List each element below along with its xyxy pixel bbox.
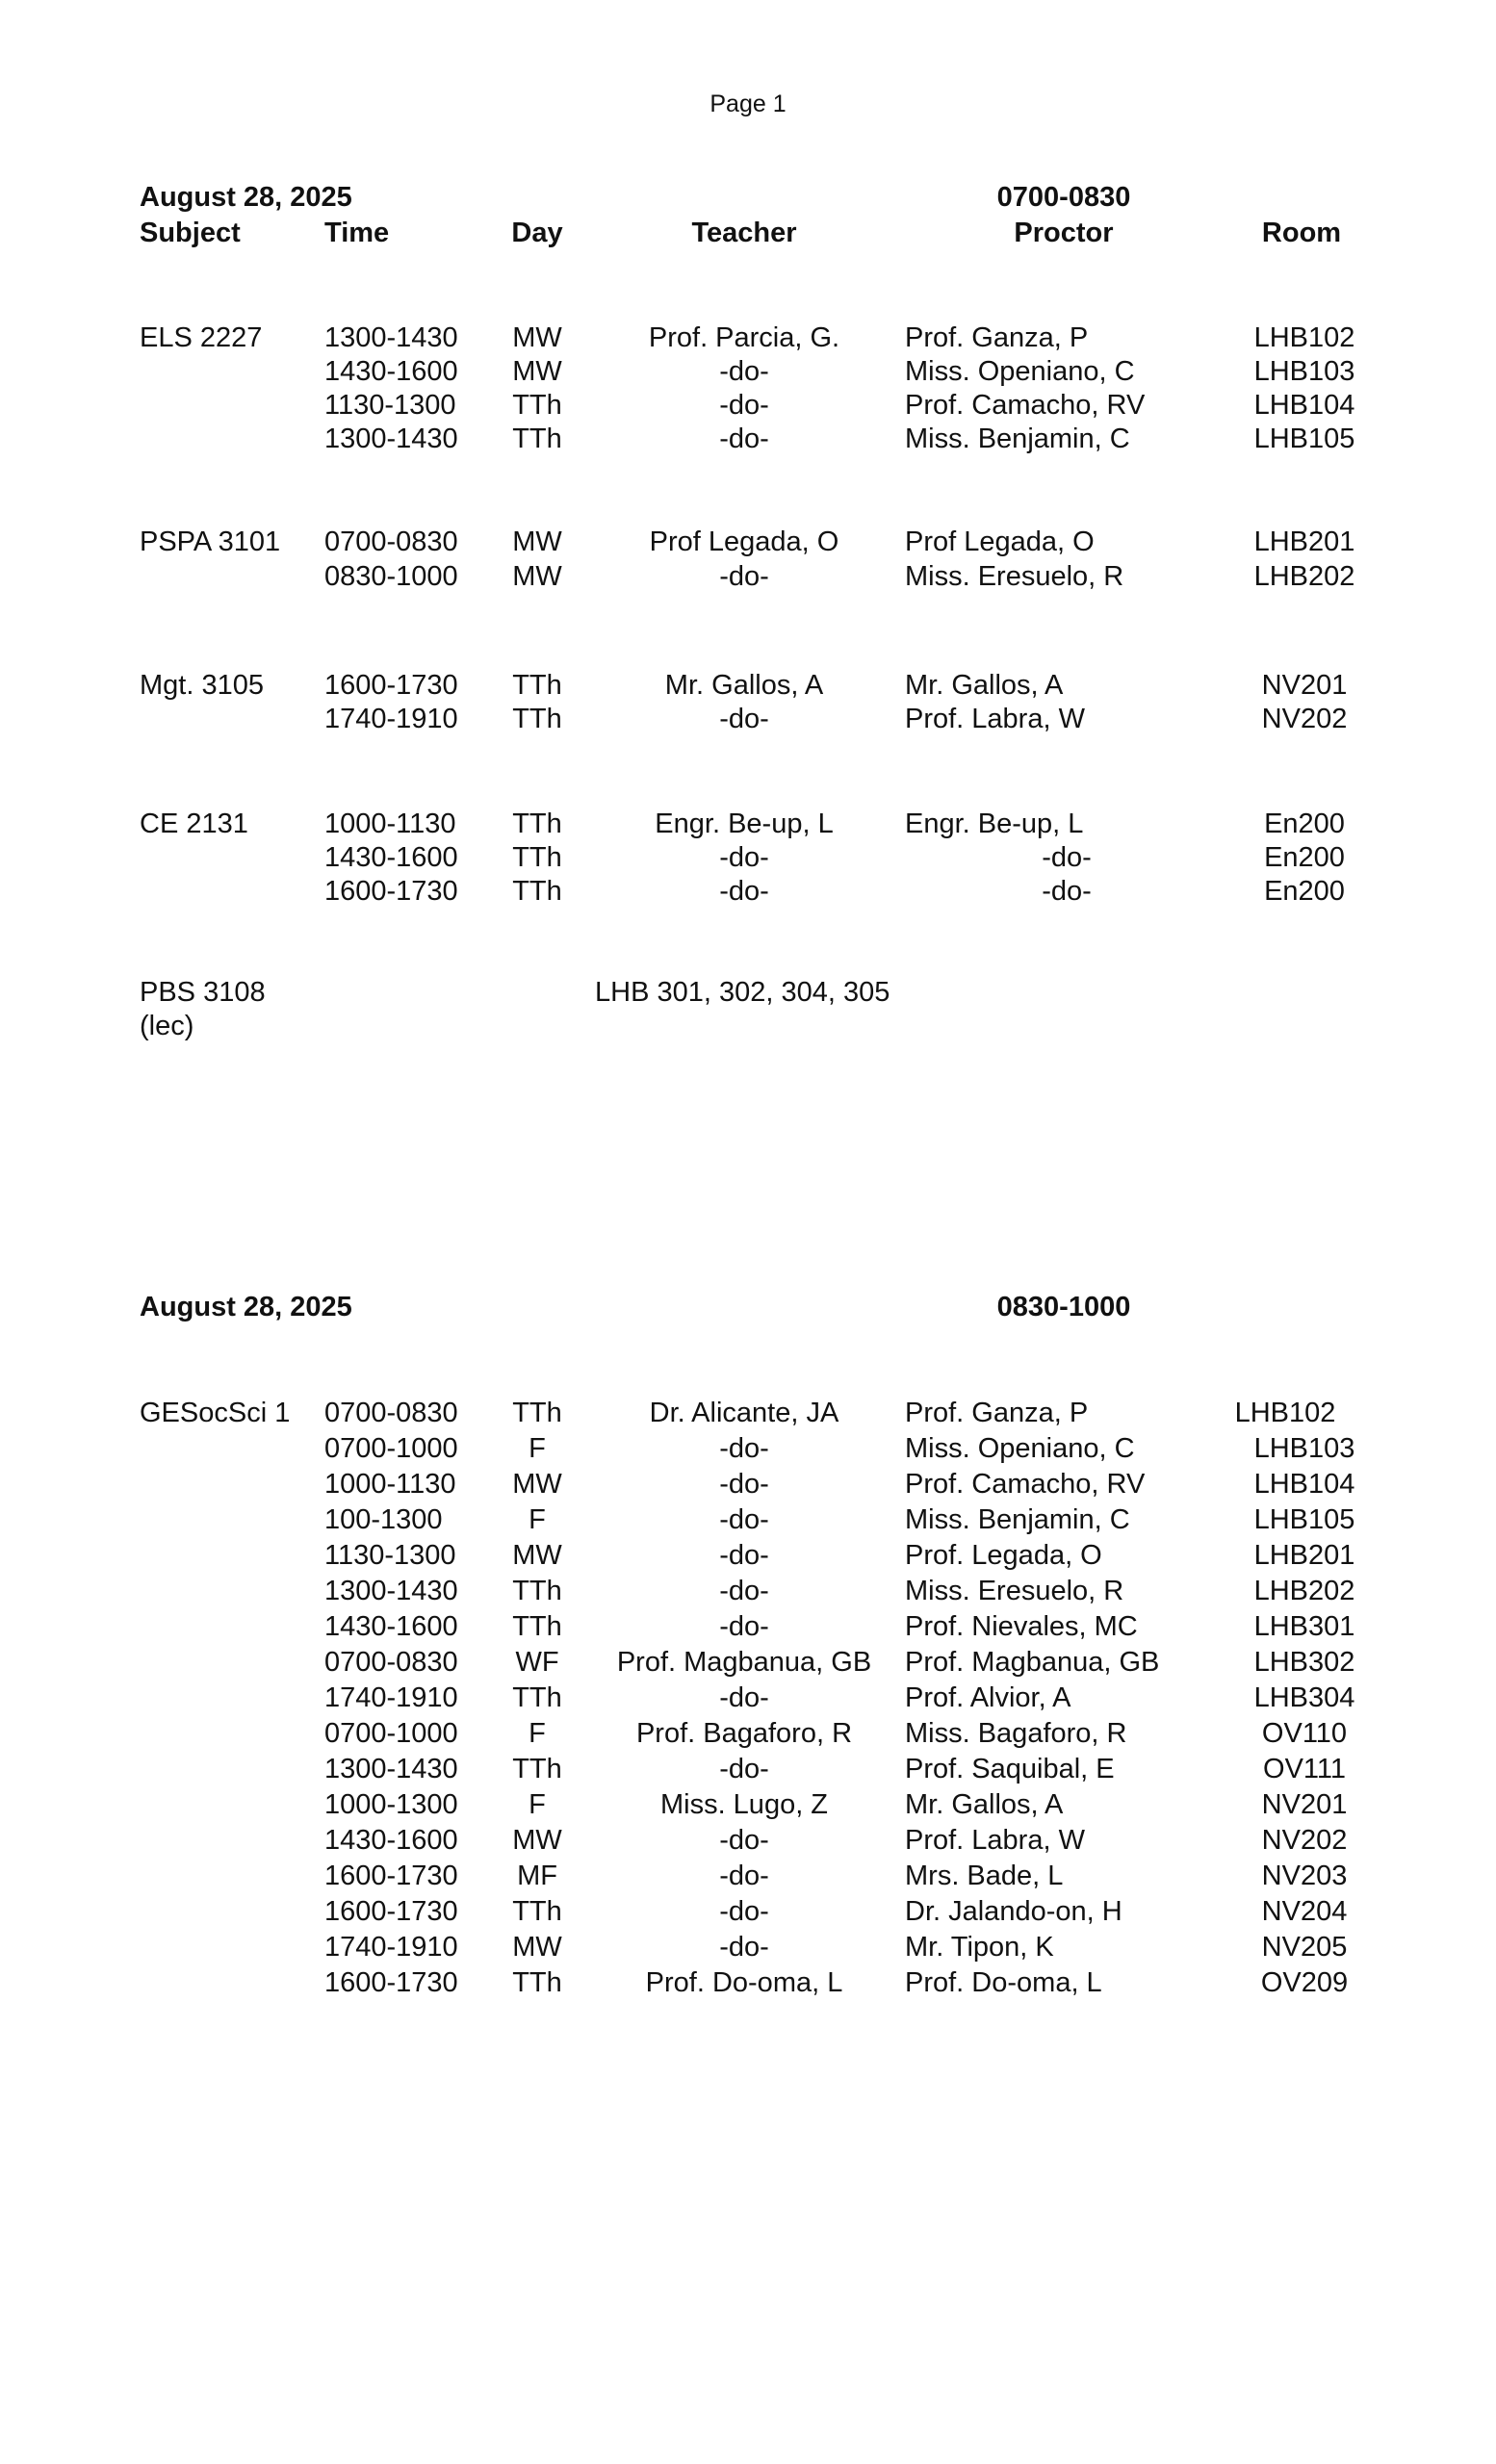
row-time: 1740-1910 [324,704,458,734]
row-day: MW [512,1540,562,1571]
row-teacher: -do- [719,1433,769,1464]
row-proctor: Mr. Gallos, A [905,1789,1064,1820]
row-room: LHB104 [1253,390,1355,421]
row-day: F [529,1504,546,1535]
section1-exam-slot: 0700-0830 [996,182,1131,213]
pbs-rooms: LHB 301, 302, 304, 305 [595,977,890,1008]
row-teacher: Mr. Gallos, A [664,670,824,701]
row-teacher: -do- [719,390,769,421]
row-day: TTh [512,1967,562,1998]
row-proctor: Miss. Openiano, C [905,356,1135,387]
row-time: 1430-1600 [324,1611,458,1642]
row-day: TTh [512,876,562,907]
row-proctor: Prof. Legada, O [905,1540,1102,1571]
row-day: TTh [512,704,562,734]
row-proctor: -do- [1042,876,1092,907]
row-room: LHB301 [1253,1611,1355,1642]
row-teacher: -do- [719,1576,769,1606]
row-teacher: Prof. Magbanua, GB [616,1647,872,1678]
row-proctor: Prof. Ganza, P [905,322,1089,353]
row-room: LHB105 [1253,1504,1355,1535]
column-header-time: Time [324,218,390,248]
row-time: 1300-1430 [324,322,458,353]
row-room: LHB104 [1253,1469,1355,1500]
row-day: MW [512,1825,562,1856]
row-time: 1130-1300 [324,390,456,421]
row-teacher: Prof. Do-oma, L [645,1967,843,1998]
row-room: LHB202 [1253,1576,1355,1606]
row-day: WF [515,1647,559,1678]
row-room: LHB202 [1253,561,1355,592]
row-time: 1000-1300 [324,1789,458,1820]
row-time: 1600-1730 [324,1896,458,1927]
row-proctor: Prof. Camacho, RV [905,390,1146,421]
row-proctor: Miss. Benjamin, C [905,424,1130,454]
row-time: 0700-0830 [324,526,458,557]
row-teacher: -do- [719,1861,769,1891]
row-day: TTh [512,842,562,873]
row-proctor: Miss. Eresuelo, R [905,1576,1124,1606]
row-room: NV205 [1261,1932,1348,1963]
subject-note: (lec) [140,1011,194,1041]
row-proctor: Mr. Gallos, A [905,670,1064,701]
row-teacher: -do- [719,1611,769,1642]
row-proctor: Prof. Magbanua, GB [905,1647,1160,1678]
row-day: TTh [512,1611,562,1642]
row-room: OV209 [1260,1967,1349,1998]
row-proctor: Miss. Bagaforo, R [905,1718,1127,1749]
row-teacher: -do- [719,1896,769,1927]
section2-exam-slot: 0830-1000 [996,1292,1131,1322]
column-header-teacher: Teacher [691,218,797,248]
row-day: TTh [512,1896,562,1927]
row-teacher: -do- [719,356,769,387]
row-teacher: Miss. Lugo, Z [659,1789,829,1820]
row-day: MW [512,322,562,353]
row-time: 1430-1600 [324,356,458,387]
row-teacher: -do- [719,842,769,873]
row-time: 1430-1600 [324,1825,458,1856]
row-teacher: -do- [719,1754,769,1784]
row-proctor: Prof. Saquibal, E [905,1754,1115,1784]
row-time: 1740-1910 [324,1682,458,1713]
row-teacher: -do- [719,1469,769,1500]
row-proctor: Dr. Jalando-on, H [905,1896,1122,1927]
row-time: 1130-1300 [324,1540,456,1571]
row-teacher: -do- [719,704,769,734]
row-day: TTh [512,670,562,701]
row-teacher: Engr. Be-up, L [655,808,834,839]
row-room: NV201 [1261,1789,1348,1820]
row-proctor: Prof. Camacho, RV [905,1469,1146,1500]
row-time: 1300-1430 [324,424,458,454]
row-day: TTh [512,1754,562,1784]
row-time: 1600-1730 [324,876,458,907]
row-time: 1740-1910 [324,1932,458,1963]
column-header-proctor: Proctor [1014,218,1114,248]
row-teacher: Prof. Parcia, G. [648,322,840,353]
row-room: OV111 [1263,1754,1346,1784]
row-room: LHB105 [1253,424,1355,454]
row-day: F [529,1718,546,1749]
row-day: F [529,1789,546,1820]
row-teacher: -do- [719,1682,769,1713]
row-teacher: -do- [719,424,769,454]
row-proctor: Miss. Openiano, C [905,1433,1135,1464]
row-time: 1300-1430 [324,1576,458,1606]
row-time: 100-1300 [324,1504,443,1535]
row-day: MW [512,1469,562,1500]
row-room: OV110 [1261,1718,1348,1749]
row-room: En200 [1264,842,1345,873]
row-time: 1300-1430 [324,1754,458,1784]
row-teacher: -do- [719,876,769,907]
row-room: LHB201 [1253,526,1355,557]
row-proctor: Miss. Benjamin, C [905,1504,1130,1535]
row-time: 1600-1730 [324,1967,458,1998]
row-proctor: Miss. Eresuelo, R [905,561,1124,592]
row-day: MF [517,1861,557,1891]
row-proctor: Prof. Nievales, MC [905,1611,1138,1642]
row-room: En200 [1264,876,1345,907]
row-teacher: -do- [719,1540,769,1571]
column-header-subject: Subject [140,218,241,248]
row-room: NV201 [1261,670,1348,701]
row-room: LHB102 [1234,1398,1336,1428]
row-time: 0700-1000 [324,1718,458,1749]
row-proctor: Prof. Alvior, A [905,1682,1071,1713]
row-day: TTh [512,1682,562,1713]
row-room: LHB302 [1253,1647,1355,1678]
subject-label: PBS 3108 [140,977,266,1008]
row-proctor: Prof. Labra, W [905,704,1085,734]
subject-label: GESocSci 1 [140,1398,291,1428]
row-time: 1600-1730 [324,670,458,701]
row-proctor: Prof. Ganza, P [905,1398,1089,1428]
row-teacher: -do- [719,1504,769,1535]
row-teacher: Prof. Bagaforo, R [635,1718,853,1749]
section2-date: August 28, 2025 [140,1292,352,1322]
row-proctor: -do- [1042,842,1092,873]
row-proctor: Prof. Labra, W [905,1825,1085,1856]
row-time: 0830-1000 [324,561,458,592]
row-proctor: Mr. Tipon, K [905,1932,1054,1963]
row-room: NV202 [1261,704,1348,734]
row-day: TTh [512,1576,562,1606]
row-day: MW [512,561,562,592]
subject-label: PSPA 3101 [140,526,281,557]
row-proctor: Prof. Do-oma, L [905,1967,1102,1998]
subject-label: CE 2131 [140,808,248,839]
row-day: MW [512,526,562,557]
row-day: TTh [512,1398,562,1428]
row-proctor: Mrs. Bade, L [905,1861,1064,1891]
row-time: 0700-0830 [324,1647,458,1678]
row-proctor: Prof Legada, O [905,526,1095,557]
row-time: 1000-1130 [324,1469,456,1500]
row-day: MW [512,356,562,387]
page-number: Page 1 [709,90,787,117]
row-teacher: -do- [719,561,769,592]
column-header-room: Room [1261,218,1342,248]
section1-date: August 28, 2025 [140,182,352,213]
row-time: 0700-0830 [324,1398,458,1428]
row-teacher: -do- [719,1825,769,1856]
row-day: TTh [512,808,562,839]
row-proctor: Engr. Be-up, L [905,808,1084,839]
row-room: NV204 [1261,1896,1348,1927]
row-room: LHB103 [1253,1433,1355,1464]
row-teacher: -do- [719,1932,769,1963]
row-room: NV202 [1261,1825,1348,1856]
column-header-day: Day [511,218,563,248]
row-day: TTh [512,424,562,454]
row-room: LHB102 [1253,322,1355,353]
subject-label: ELS 2227 [140,322,263,353]
row-room: LHB304 [1253,1682,1355,1713]
row-room: LHB201 [1253,1540,1355,1571]
row-time: 1430-1600 [324,842,458,873]
row-day: MW [512,1932,562,1963]
row-time: 1000-1130 [324,808,456,839]
row-room: LHB103 [1253,356,1355,387]
row-room: NV203 [1261,1861,1348,1891]
row-room: En200 [1264,808,1345,839]
row-day: F [529,1433,546,1464]
row-time: 0700-1000 [324,1433,458,1464]
row-time: 1600-1730 [324,1861,458,1891]
subject-label: Mgt. 3105 [140,670,264,701]
row-teacher: Prof Legada, O [649,526,839,557]
row-teacher: Dr. Alicante, JA [649,1398,839,1428]
row-day: TTh [512,390,562,421]
